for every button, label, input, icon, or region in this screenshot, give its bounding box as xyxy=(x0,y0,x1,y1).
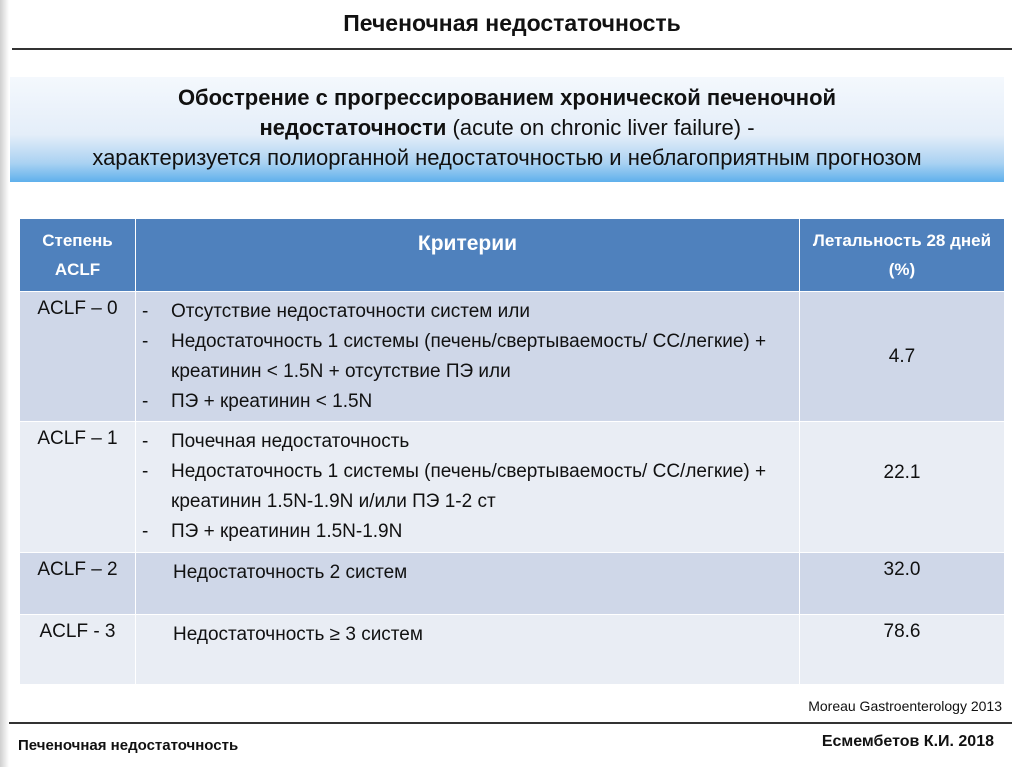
table-row xyxy=(20,553,1005,615)
table-row xyxy=(20,422,1005,553)
banner-bold-term: недостаточности xyxy=(259,115,447,140)
header-mortality: Летальность 28 дней (%) xyxy=(800,219,1005,292)
mortality-cell: 32.0 xyxy=(800,553,1005,615)
criteria-item: - Почечная недостаточность xyxy=(142,431,410,452)
criteria-item: - Недостаточность 1 системы (печень/свертываемость/ СС/легкие) + креатинин < 1.5N + отсутствие ПЭ или xyxy=(142,331,767,382)
mortality-cell: 78.6 xyxy=(800,615,1005,685)
footer-topic: Печеночная недостаточность xyxy=(18,737,239,754)
criteria-cell xyxy=(136,292,800,422)
banner-line-3: характеризуется полиорганной недостаточностью и неблагоприятным прогнозом xyxy=(92,145,922,170)
grade-cell: ACLF – 1 xyxy=(20,422,136,553)
criteria-item: - ПЭ + креатинин < 1.5N xyxy=(142,391,373,412)
grade-cell: ACLF – 0 xyxy=(20,292,136,422)
aclf-grades-table xyxy=(19,218,1005,685)
grade-cell: ACLF - 3 xyxy=(20,615,136,685)
mortality-cell: 4.7 xyxy=(800,292,1005,422)
slide-title: Печеночная недостаточность xyxy=(343,10,681,36)
grade-cell: ACLF – 2 xyxy=(20,553,136,615)
title-divider xyxy=(12,48,1012,50)
criteria-cell xyxy=(136,553,800,615)
criteria-item: - Отсутствие недостаточности систем или xyxy=(142,301,530,322)
table-row xyxy=(20,292,1005,422)
footer-divider xyxy=(9,722,1012,724)
criteria-item: - Недостаточность 1 системы (печень/свертываемость/ СС/легкие) + креатинин 1.5N-1.9N и/или ПЭ 1-2 ст xyxy=(142,461,767,512)
header-grade: Степень ACLF xyxy=(20,219,136,292)
footer-author: Есмембетов К.И. 2018 xyxy=(821,733,994,750)
header-criteria: Критерии xyxy=(136,219,800,292)
table-header-row xyxy=(20,219,1005,292)
banner-line-1: Обострение с прогрессированием хронической печеночной xyxy=(177,85,837,110)
criteria-text: Недостаточность 2 систем xyxy=(173,562,408,583)
mortality-cell: 22.1 xyxy=(800,422,1005,553)
banner-english-term: (acute on chronic liver failure) - xyxy=(446,115,755,140)
criteria-cell xyxy=(136,422,800,553)
banner-line-2 xyxy=(10,113,1004,143)
slide-left-border xyxy=(0,0,9,767)
table-row xyxy=(20,615,1005,685)
criteria-text: Недостаточность ≥ 3 систем xyxy=(173,624,423,645)
criteria-item: - ПЭ + креатинин 1.5N-1.9N xyxy=(142,521,403,542)
source-citation: Moreau Gastroenterology 2013 xyxy=(808,698,1002,714)
criteria-cell xyxy=(136,615,800,685)
definition-banner xyxy=(10,77,1004,182)
